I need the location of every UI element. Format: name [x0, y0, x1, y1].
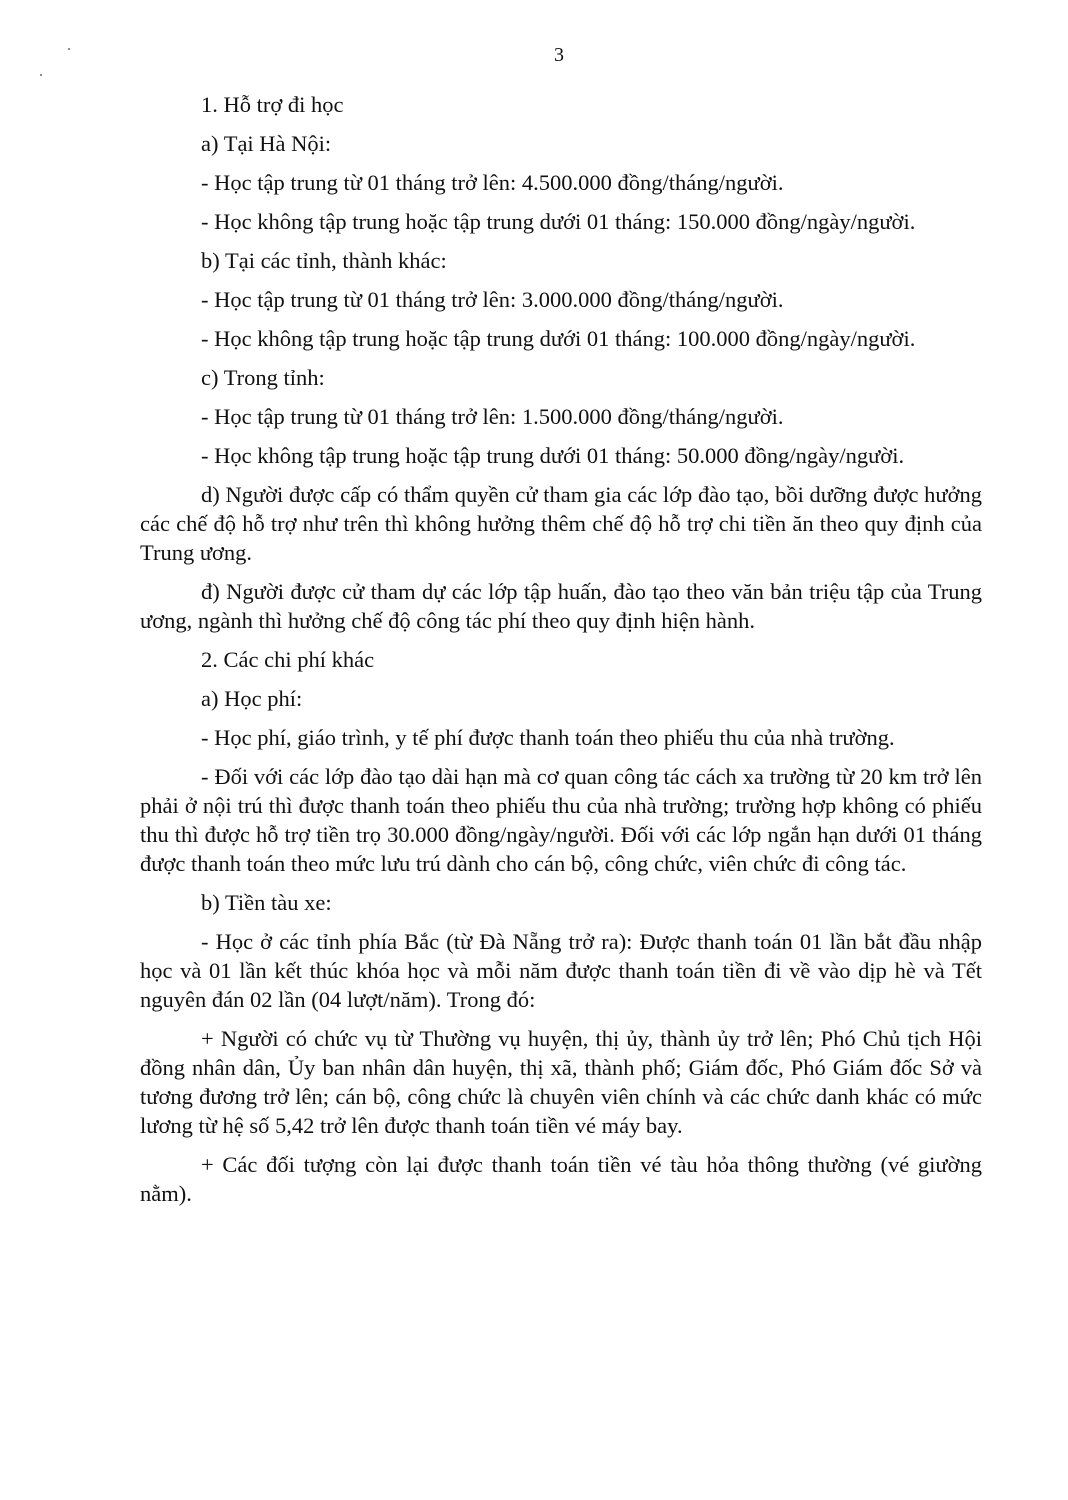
- travel-northern-provinces: - Học ở các tỉnh phía Bắc (từ Đà Nẵng trở ra): Được thanh toán 01 lần bắt đầu nhập học và 01 lần kết thúc khóa học và mỗi năm được thanh toán tiền đi về vào dịp hè và Tết nguyên đán 02 lần (04 lượt/năm). Trong đó:: [140, 929, 982, 1012]
- travel-airfare-eligibility: + Người có chức vụ từ Thường vụ huyện, thị ủy, thành ủy trở lên; Phó Chủ tịch Hội đồng nhân dân, Ủy ban nhân dân huyện, thị xã, thành phố; Giám đốc, Phó Giám đốc Sở và tương đương trở lên; cán bộ, công chức là chuyên viên chính và các chức danh khác có mức lương từ hệ số 5,42 trở lên được thanh toán tiền vé máy bay.: [140, 1026, 982, 1138]
- heading-other-costs: 2. Các chi phí khác: [201, 647, 375, 672]
- paragraph-d: d) Người được cấp có thẩm quyền cử tham gia các lớp đào tạo, bồi dưỡng được hưởng các chế độ hỗ trợ như trên thì không hưởng thêm chế độ hỗ trợ chi tiền ăn theo quy định của Trung ương.: [140, 482, 982, 565]
- travel-train-ticket: + Các đối tượng còn lại được thanh toán tiền vé tàu hỏa thông thường (vé giường nằm).: [140, 1152, 982, 1206]
- subheading-tuition: a) Học phí:: [201, 686, 303, 711]
- page-number: 3: [554, 44, 564, 66]
- scan-speck: [40, 74, 42, 76]
- in-province-part-time: - Học không tập trung hoặc tập trung dưới 01 tháng: 50.000 đồng/ngày/người.: [201, 443, 905, 468]
- in-province-full-time: - Học tập trung từ 01 tháng trở lên: 1.500.000 đồng/tháng/người.: [201, 404, 784, 429]
- other-provinces-part-time: - Học không tập trung hoặc tập trung dưới 01 tháng: 100.000 đồng/ngày/người.: [201, 326, 916, 351]
- hanoi-part-time: - Học không tập trung hoặc tập trung dưới 01 tháng: 150.000 đồng/ngày/người.: [201, 209, 916, 234]
- subheading-other-provinces: b) Tại các tỉnh, thành khác:: [201, 248, 447, 273]
- document-body: [140, 90, 982, 1218]
- subheading-in-province: c) Trong tỉnh:: [201, 365, 325, 390]
- paragraph-dd: đ) Người được cử tham dự các lớp tập huấn, đào tạo theo văn bản triệu tập của Trung ương, ngành thì hưởng chế độ công tác phí theo quy định hiện hành.: [140, 579, 982, 633]
- heading-support-study: 1. Hỗ trợ đi học: [201, 92, 344, 117]
- subheading-hanoi: a) Tại Hà Nội:: [201, 131, 332, 156]
- tuition-fees: - Học phí, giáo trình, y tế phí được thanh toán theo phiếu thu của nhà trường.: [201, 725, 895, 750]
- other-provinces-full-time: - Học tập trung từ 01 tháng trở lên: 3.000.000 đồng/tháng/người.: [201, 287, 784, 312]
- subheading-travel: b) Tiền tàu xe:: [201, 890, 332, 915]
- hanoi-full-time: - Học tập trung từ 01 tháng trở lên: 4.500.000 đồng/tháng/người.: [201, 170, 784, 195]
- long-term-boarding: - Đối với các lớp đào tạo dài hạn mà cơ quan công tác cách xa trường từ 20 km trở lên phải ở nội trú thì được thanh toán theo phiếu thu của nhà trường; trường hợp không có phiếu thu thì được hỗ trợ tiền trọ 30.000 đồng/ngày/người. Đối với các lớp ngắn hạn dưới 01 tháng được thanh toán theo mức lưu trú dành cho cán bộ, công chức, viên chức đi công tác.: [140, 764, 982, 876]
